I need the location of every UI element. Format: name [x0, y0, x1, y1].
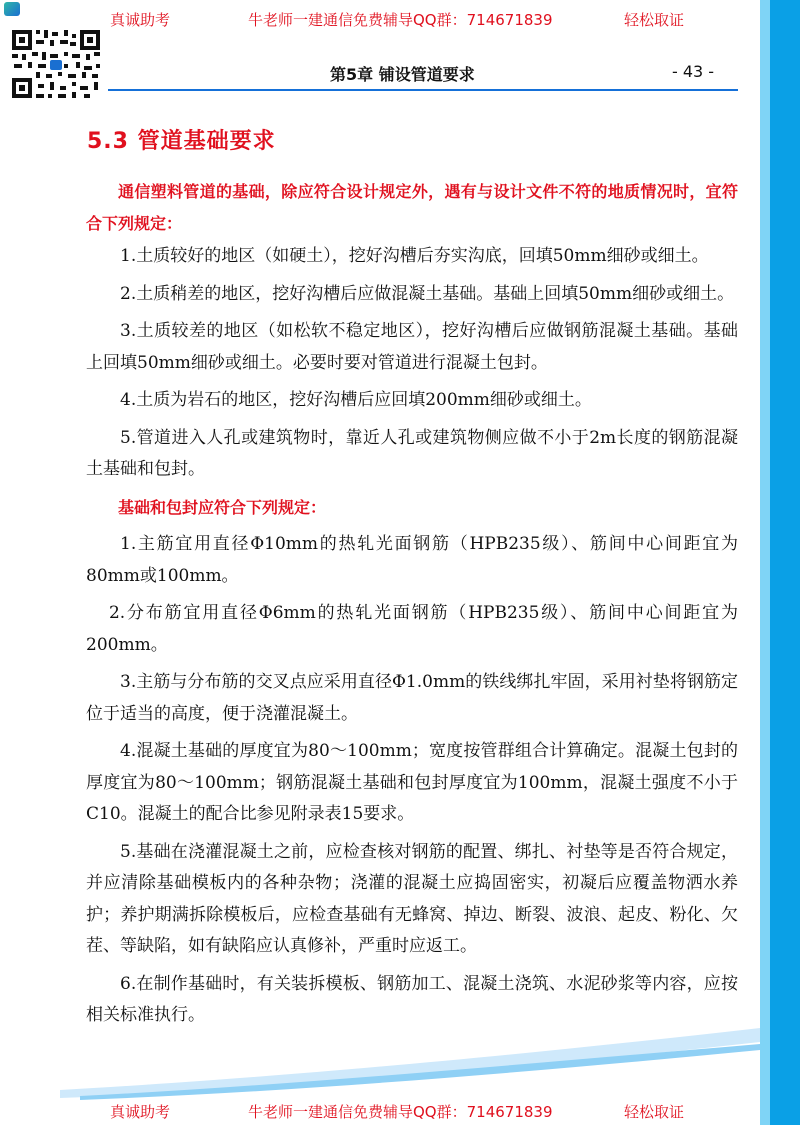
- paragraph-item: 5.基础在浇灌混凝土之前，应检查核对钢筋的配置、绑扎、衬垫等是否符合规定，并应清除基础模板内的各种杂物；浇灌的混凝土应捣固密实，初凝后应覆盖物洒水养护；养护期满拆除模板后，应检查基础有无蜂窝、掉边、断裂、波浪、起皮、粉化、欠茬、等缺陷，如有缺陷应认真修补，严重时应返工。: [86, 841, 738, 956]
- top-banner: [0, 0, 760, 36]
- side-stripe-light: [760, 0, 770, 1125]
- paragraph-item: 3.主筋与分布筋的交叉点应采用直径Φ1.0mm的铁线绑扎牢固，采用衬垫将钢筋定位于适当的高度，便于浇灌混凝土。: [86, 672, 738, 724]
- body-content: [86, 176, 738, 1038]
- chapter-header: 第5章 铺设管道要求: [330, 65, 475, 84]
- paragraph-item: 4.混凝土基础的厚度宜为80～100mm；宽度按管群组合计算确定。混凝土包封的厚度宜为80～100mm；钢筋混凝土基础和包封厚度宜为100mm，混凝土强度不小于C10。混凝土的配合比参见附录表15要求。: [86, 741, 738, 824]
- page-number: - 43 -: [672, 62, 715, 81]
- paragraph-item: 3.土质较差的地区（如松软不稳定地区），挖好沟槽后应做钢筋混凝土基础。基础上回填50mm细砂或细土。必要时要对管道进行混凝土包封。: [86, 321, 738, 373]
- banner-right-text: 轻松取证: [624, 11, 685, 29]
- section-title: 5.3 管道基础要求: [87, 129, 276, 154]
- paragraph-item: 4.土质为岩石的地区，挖好沟槽后应回填200mm细砂或细土。: [120, 390, 592, 410]
- qr-code-icon: [10, 28, 102, 100]
- paragraph-item: 2.土质稍差的地区，挖好沟槽后应做混凝土基础。基础上回填50mm细砂或细土。: [120, 283, 735, 304]
- intro-paragraph: 通信塑料管道的基础，除应符合设计规定外，遇有与设计文件不符的地质情况时，宜符合下列规定：: [86, 182, 738, 233]
- banner-right-text: 轻松取证: [624, 1103, 685, 1121]
- paragraph-item: 1.主筋宜用直径Φ10mm的热轧光面钢筋（HPB235级）、筋间中心间距宜为80mm或100mm。: [86, 534, 738, 586]
- paragraph-item: 6.在制作基础时，有关装拆模板、钢筋加工、混凝土浇筑、水泥砂浆等内容，应按相关标准执行。: [86, 973, 738, 1025]
- footer-swoosh-decoration: [60, 1020, 760, 1100]
- side-stripe-dark: [770, 0, 800, 1125]
- subheading-paragraph: 基础和包封应符合下列规定：: [118, 497, 327, 517]
- bottom-banner: [0, 1092, 760, 1128]
- banner-left-text: 真诚助考: [110, 11, 171, 29]
- paragraph-item: 2.分布筋宜用直径Φ6mm的热轧光面钢筋（HPB235级）、筋间中心间距宜为200mm。: [86, 603, 738, 655]
- banner-qq-group-text: 牛老师一建通信免费辅导QQ群：714671839: [248, 11, 553, 29]
- banner-left-text: 真诚助考: [110, 1103, 171, 1121]
- logo-icon: [4, 2, 20, 16]
- banner-qq-group-text: 牛老师一建通信免费辅导QQ群：714671839: [248, 1103, 553, 1121]
- header-rule: [108, 89, 738, 91]
- paragraph-item: 5.管道进入人孔或建筑物时，靠近人孔或建筑物侧应做不小于2m长度的钢筋混凝土基础和包封。: [86, 427, 738, 479]
- paragraph-item: 1.土质较好的地区（如硬土），挖好沟槽后夯实沟底，回填50mm细砂或细土。: [120, 246, 709, 266]
